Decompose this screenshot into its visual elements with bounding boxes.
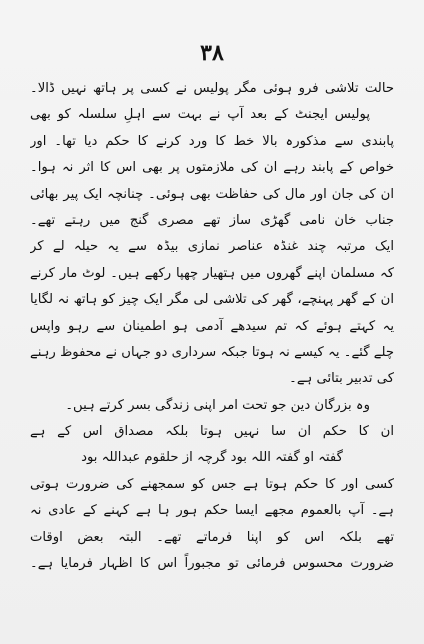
text-line: کہ مسلمان اپنے گھروں میں ہتھیار چھپا رکھے ہیں۔ لوٹ مار کرنے <box>30 265 394 281</box>
text-line: یہ کہتے ہوئے کہ تم سیدھے آدمی ہو اطمینان سے رہو واپس <box>30 318 394 334</box>
text-line: چلے گئے۔ یہ کیسے نہ ہوتا جبکہ سرداری دو جہاں نے محفوظ رہنے <box>30 344 394 360</box>
text-line: ایک مرتبہ چند غنڈہ عناصر نمازی بیڈہ سے یہ حیلہ لے کر <box>30 239 394 255</box>
text-line: پولیس ایجنٹ کے بعد آپ نے بہت سے اہلِ سلسلہ کو بھی <box>30 107 370 123</box>
text-line: وہ بزرگان دین جو تحت امر اپنی زندگی بسر کرتے ہیں۔ <box>65 397 370 413</box>
text-line: تھے بلکہ اس کو اپنا فرماتے تھے۔ البتہ بعض اوقات <box>30 529 394 545</box>
text-line: ضرورت محسوس فرمائی تو مجبوراً اس کا اظہار فرمایا ہے۔ <box>30 556 394 572</box>
text-line: کی تدبیر بتائی ہے۔ <box>289 371 394 387</box>
text-line: ان کے گھر پہنچے، گھر کی تلاشی لی مگر ایک چیز کو ہاتھ نہ لگایا <box>30 292 394 308</box>
body-text <box>30 76 394 577</box>
page-number: ۳۸ <box>200 40 224 66</box>
verse-line: گفتہ او گفتہ اللہ بود گرچہ از حلقوم عبداللہ بود <box>81 450 343 466</box>
text-line: پابندی سے مذکورہ بالا خط کا ورد کرنے کا حکم دیا تھا۔ اور <box>30 133 394 149</box>
text-line: ان کا حکم ان سا نہیں ہوتا بلکہ مصداق اس کے ہے <box>30 424 394 440</box>
text-line: ہے۔ آپ بالعموم مجھے ایسا حکم ہور ہا ہے کہنے کے عادی نہ <box>30 503 394 519</box>
text-line: ان کی جان اور مال کی حفاظت بھی ہوئی۔ چنانچہ ایک پیر بھائی <box>30 186 394 202</box>
text-line: کسی اور کا حکم ہوتا ہے جس کو سمجھنے کی ضرورت ہوتی <box>30 476 394 492</box>
text-line: حالت تلاشی فرو ہوئی مگر پولیس نے کسی پر ہاتھ نہیں ڈالا۔ <box>30 81 394 96</box>
text-line: جناب خان نامی گھڑی ساز تھے مصری گنج میں رہتے تھے۔ <box>30 212 394 228</box>
text-line: خواص کے پابند رہے ان کی ملازمتوں پر بھی اس کا اثر نہ ہوا۔ <box>30 160 394 176</box>
